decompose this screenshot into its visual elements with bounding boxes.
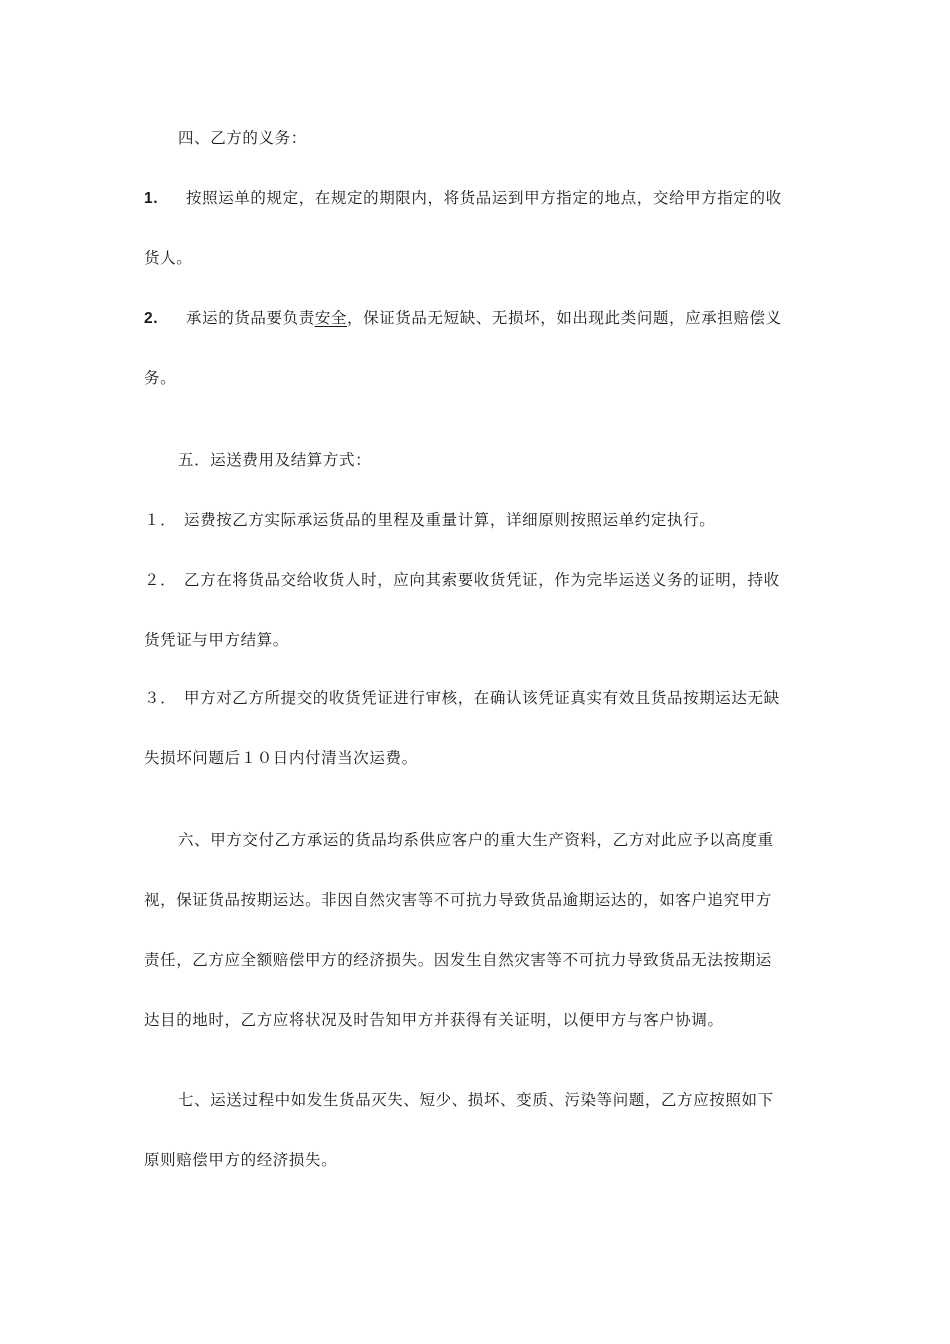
section5-item1-line1 (144, 510, 715, 530)
section5-item2-line1 (144, 570, 780, 590)
section4-item2-line1 (144, 308, 782, 329)
section4-item2-text-after: ，保证货品无短缺、无损坏，如出现此类问题，应承担赔偿义 (347, 309, 782, 327)
section6-line2: 视，保证货品按期运达。非因自然灾害等不可抗力导致货品逾期运达的，如客户追究甲方 (144, 891, 772, 909)
section7-line2: 原则赔偿甲方的经济损失。 (144, 1151, 338, 1169)
section5-item1-text: 运费按乙方实际承运货品的里程及重量计算，详细原则按照运单约定执行。 (184, 511, 716, 529)
section4-item2-number: 2. (144, 310, 159, 327)
section4-item2-line2: 务。 (144, 369, 177, 387)
section4-item2-text-before: 承运的货品要负责 (186, 309, 315, 327)
section5-item1-number: １． (144, 511, 177, 529)
section4-item1-line2: 货人。 (144, 249, 193, 267)
section5-item3-line2: 失损坏问题后１０日内付清当次运费。 (144, 749, 418, 767)
section4-heading: 四、乙方的义务： (178, 129, 307, 147)
section5-item2-number: ２． (144, 571, 177, 589)
section5-item2-text: 乙方在将货品交给收货人时，应向其索要收货凭证，作为完毕运送义务的证明，持收 (184, 571, 780, 589)
section4-item1-text: 按照运单的规定，在规定的期限内，将货品运到甲方指定的地点，交给甲方指定的收 (186, 189, 782, 207)
section6-line4: 达目的地时，乙方应将状况及时告知甲方并获得有关证明，以便甲方与客户协调。 (144, 1011, 724, 1029)
section5-item2-line2: 货凭证与甲方结算。 (144, 631, 289, 649)
section5-heading: 五．运送费用及结算方式： (178, 451, 372, 469)
section7-line1: 七、运送过程中如发生货品灭失、短少、损坏、变质、污染等问题，乙方应按照如下 (178, 1091, 774, 1109)
section5-item3-line1 (144, 688, 780, 708)
section6-line3: 责任，乙方应全额赔偿甲方的经济损失。因发生自然灾害等不可抗力导致货品无法按期运 (144, 951, 772, 969)
section5-item3-text: 甲方对乙方所提交的收货凭证进行审核，在确认该凭证真实有效且货品按期运达无缺 (184, 689, 780, 707)
section4-item1-line1 (144, 188, 782, 209)
section5-item3-number: ３． (144, 689, 177, 707)
safety-link[interactable]: 安全 (314, 309, 348, 327)
section4-item1-number: 1. (144, 190, 159, 207)
section6-line1: 六、甲方交付乙方承运的货品均系供应客户的重大生产资料，乙方对此应予以高度重 (178, 831, 774, 849)
